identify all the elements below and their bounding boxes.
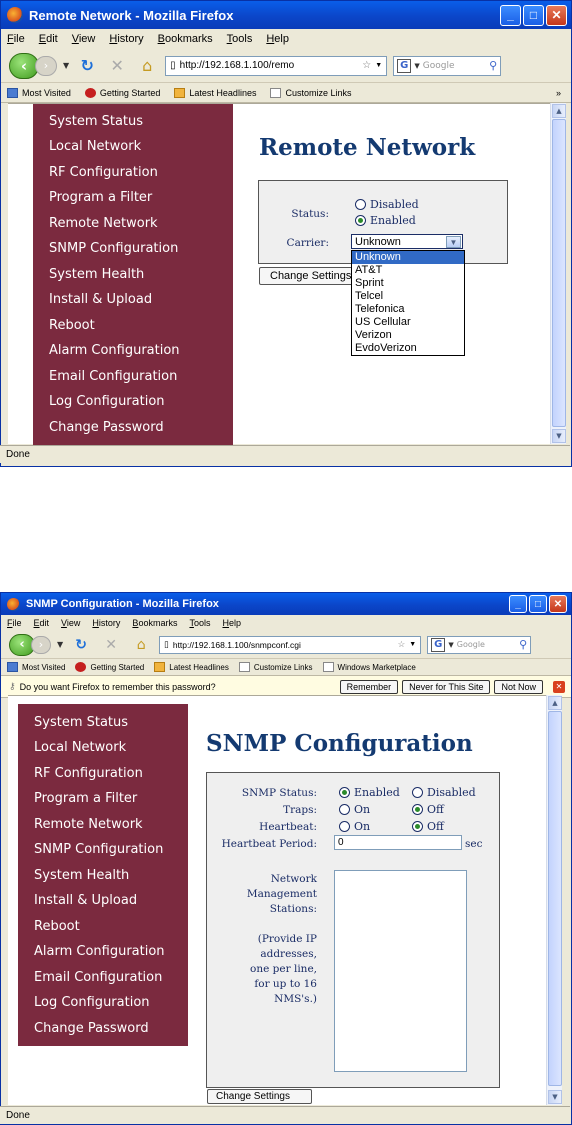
menu-bar bbox=[1, 29, 571, 49]
sidebar-item-local-network[interactable]: Local Network bbox=[49, 139, 142, 154]
stop-icon[interactable]: ✕ bbox=[110, 56, 124, 75]
page-title: Remote Network bbox=[259, 134, 476, 161]
radio-traps-on[interactable] bbox=[339, 803, 370, 816]
nms-label-line: Network bbox=[270, 873, 317, 885]
page-icon: ▯ bbox=[164, 639, 169, 649]
page-content bbox=[8, 695, 546, 1105]
status-text: Done bbox=[6, 1110, 30, 1121]
history-dropdown-icon[interactable]: ▼ bbox=[63, 61, 70, 70]
heartbeat-period-input[interactable] bbox=[334, 835, 462, 850]
sidebar-item-program-a-filter[interactable]: Program a Filter bbox=[49, 190, 153, 205]
sidebar-item-system-status[interactable]: System Status bbox=[34, 715, 129, 730]
most-visited-icon bbox=[7, 88, 18, 98]
vertical-scrollbar[interactable] bbox=[550, 103, 566, 444]
sidebar-item-snmp-configuration[interactable]: SNMP Configuration bbox=[49, 241, 179, 256]
carrier-option[interactable]: Verizon bbox=[355, 329, 392, 341]
nav-sidebar bbox=[18, 704, 188, 1046]
maximize-button[interactable]: □ bbox=[523, 5, 544, 26]
firefox-logo-icon bbox=[7, 7, 23, 23]
bookmarks-toolbar bbox=[1, 659, 571, 676]
carrier-dropdown-list bbox=[351, 250, 465, 356]
bookmark-label: Customize Links bbox=[253, 662, 313, 672]
engine-dropdown-icon[interactable]: ▼ bbox=[414, 61, 420, 70]
scroll-thumb[interactable] bbox=[552, 119, 566, 427]
bookmark-latest-headlines[interactable] bbox=[154, 662, 229, 672]
status-text: Done bbox=[6, 449, 30, 460]
close-notification-icon[interactable]: ✕ bbox=[553, 681, 565, 693]
getting-started-icon bbox=[85, 88, 96, 98]
menu-view[interactable]: View bbox=[71, 33, 96, 45]
carrier-option[interactable]: Unknown bbox=[352, 251, 464, 264]
search-box[interactable] bbox=[427, 636, 531, 654]
menu-tools[interactable]: Tools bbox=[189, 618, 211, 628]
scroll-up-icon[interactable]: ▲ bbox=[548, 696, 562, 710]
menu-help[interactable]: Help bbox=[266, 33, 289, 45]
sidebar-item-change-password[interactable]: Change Password bbox=[34, 1021, 149, 1036]
carrier-select[interactable] bbox=[351, 234, 463, 249]
notification-text: Do you want Firefox to remember this password? bbox=[19, 681, 216, 692]
menu-history[interactable]: History bbox=[92, 618, 121, 628]
home-icon[interactable]: ⌂ bbox=[136, 636, 146, 653]
nms-help-line: NMS's.) bbox=[274, 993, 317, 1005]
bookmark-getting-started[interactable] bbox=[75, 662, 144, 672]
window-title: SNMP Configuration - Mozilla Firefox bbox=[26, 598, 219, 610]
url-bar[interactable] bbox=[165, 56, 387, 76]
bookmark-star-icon[interactable]: ☆ bbox=[397, 639, 406, 649]
status-bar bbox=[0, 1106, 570, 1124]
carrier-option[interactable]: Telefonica bbox=[355, 303, 405, 315]
bookmark-windows-marketplace[interactable] bbox=[323, 662, 416, 672]
carrier-option[interactable]: EvdoVerizon bbox=[355, 342, 417, 354]
stop-icon[interactable]: ✕ bbox=[105, 636, 118, 653]
search-placeholder: Google bbox=[422, 60, 455, 71]
minimize-button[interactable]: _ bbox=[509, 595, 527, 613]
search-box[interactable] bbox=[393, 56, 501, 76]
bookmark-most-visited[interactable] bbox=[7, 662, 65, 672]
sidebar-item-snmp-configuration[interactable]: SNMP Configuration bbox=[34, 842, 164, 857]
carrier-label: Carrier: bbox=[286, 237, 329, 249]
sidebar-item-local-network[interactable]: Local Network bbox=[34, 740, 127, 755]
nms-label-line: Management bbox=[246, 888, 317, 900]
page-title: SNMP Configuration bbox=[206, 730, 473, 757]
bookmark-label: Most Visited bbox=[22, 662, 66, 672]
url-dropdown-icon[interactable]: ▼ bbox=[375, 62, 383, 69]
search-icon[interactable]: ⚲ bbox=[519, 638, 528, 651]
bookmark-star-icon[interactable]: ☆ bbox=[362, 60, 372, 71]
scroll-down-icon[interactable]: ▼ bbox=[552, 429, 566, 443]
menu-tools[interactable]: Tools bbox=[226, 33, 253, 45]
close-button[interactable]: ✕ bbox=[546, 5, 567, 26]
sidebar-item-remote-network[interactable]: Remote Network bbox=[49, 216, 158, 231]
back-arrow-icon[interactable]: ‹ bbox=[9, 53, 39, 79]
forward-arrow-icon[interactable]: › bbox=[31, 636, 51, 654]
radio-heartbeat-on[interactable] bbox=[339, 820, 370, 833]
minimize-button[interactable]: _ bbox=[500, 5, 521, 26]
page-icon bbox=[270, 88, 281, 98]
sidebar-item-change-password[interactable]: Change Password bbox=[49, 420, 164, 435]
bookmark-label: Getting Started bbox=[99, 87, 161, 98]
sidebar-item-log-configuration[interactable]: Log Configuration bbox=[34, 995, 150, 1010]
bookmark-most-visited[interactable] bbox=[7, 88, 71, 98]
bookmark-label: Latest Headlines bbox=[189, 87, 257, 98]
snmp-config-form bbox=[206, 772, 500, 1088]
nav-sidebar bbox=[33, 104, 233, 445]
bookmark-label: Latest Headlines bbox=[169, 662, 229, 672]
nms-label-line: Stations: bbox=[269, 903, 317, 915]
sidebar-item-system-health[interactable]: System Health bbox=[49, 267, 145, 282]
nms-help-line: addresses, bbox=[260, 948, 317, 960]
status-label: Status: bbox=[291, 208, 329, 220]
heartbeat-period-label: Heartbeat Period: bbox=[221, 838, 317, 850]
navigation-toolbar bbox=[1, 49, 571, 83]
menu-file[interactable]: File bbox=[7, 618, 22, 628]
menu-bar bbox=[1, 615, 571, 631]
heartbeat-label: Heartbeat: bbox=[259, 821, 317, 833]
radio-enabled[interactable] bbox=[355, 214, 416, 227]
bookmarks-toolbar bbox=[1, 83, 571, 103]
carrier-select-value: Unknown bbox=[355, 235, 401, 248]
url-text: http://192.168.1.100/remo bbox=[179, 60, 295, 71]
sidebar-item-system-health[interactable]: System Health bbox=[34, 868, 130, 883]
bookmark-getting-started[interactable] bbox=[85, 88, 161, 98]
scroll-up-icon[interactable]: ▲ bbox=[552, 104, 566, 118]
sidebar-item-rf-configuration[interactable]: RF Configuration bbox=[49, 165, 158, 180]
status-bar bbox=[0, 445, 570, 463]
url-bar[interactable] bbox=[159, 636, 421, 654]
vertical-scrollbar[interactable] bbox=[546, 695, 562, 1105]
menu-help[interactable]: Help bbox=[222, 618, 241, 628]
title-bar[interactable] bbox=[1, 593, 571, 615]
close-button[interactable]: ✕ bbox=[549, 595, 567, 613]
search-placeholder: Google bbox=[456, 640, 485, 649]
radio-label: Disabled bbox=[427, 786, 476, 799]
radio-traps-off[interactable] bbox=[412, 803, 444, 816]
carrier-option[interactable]: US Cellular bbox=[355, 316, 411, 328]
radio-label: Enabled bbox=[370, 214, 416, 227]
bookmark-latest-headlines[interactable] bbox=[174, 88, 256, 98]
reload-icon[interactable]: ↻ bbox=[75, 636, 88, 653]
remember-button[interactable]: Remember bbox=[340, 680, 399, 694]
never-for-this-site-button[interactable]: Never for This Site bbox=[402, 680, 490, 694]
bookmark-label: Customize Links bbox=[285, 87, 352, 98]
radio-circle-selected[interactable] bbox=[412, 804, 423, 815]
most-visited-icon bbox=[7, 662, 18, 672]
carrier-option[interactable]: Sprint bbox=[355, 277, 384, 289]
url-text: http://192.168.1.100/snmpconf.cgi bbox=[172, 639, 301, 650]
navigation-toolbar bbox=[1, 631, 571, 659]
sidebar-item-reboot[interactable]: Reboot bbox=[49, 318, 95, 333]
menu-edit[interactable]: Edit bbox=[38, 33, 58, 45]
sidebar-item-reboot[interactable]: Reboot bbox=[34, 919, 80, 934]
engine-dropdown-icon[interactable]: ▼ bbox=[448, 640, 454, 649]
title-bar[interactable] bbox=[1, 1, 571, 29]
sidebar-item-alarm-configuration[interactable]: Alarm Configuration bbox=[34, 944, 165, 959]
bookmark-customize-links[interactable] bbox=[270, 88, 351, 98]
radio-heartbeat-off[interactable] bbox=[412, 820, 444, 833]
not-now-button[interactable]: Not Now bbox=[494, 680, 543, 694]
sidebar-item-rf-configuration[interactable]: RF Configuration bbox=[34, 766, 143, 781]
radio-circle-selected[interactable] bbox=[355, 215, 366, 226]
nms-help-line: one per line, bbox=[250, 963, 317, 975]
sidebar-item-log-configuration[interactable]: Log Configuration bbox=[49, 394, 165, 409]
page-content bbox=[8, 103, 554, 444]
radio-circle[interactable] bbox=[339, 821, 350, 832]
window-title: Remote Network - Mozilla Firefox bbox=[29, 7, 234, 23]
forward-arrow-icon[interactable]: › bbox=[35, 56, 57, 76]
radio-label: Off bbox=[427, 803, 444, 816]
menu-file[interactable]: File bbox=[7, 33, 25, 45]
radio-circle[interactable] bbox=[412, 787, 423, 798]
nms-help-line: for up to 16 bbox=[254, 978, 317, 990]
rss-feed-icon bbox=[154, 662, 165, 672]
sidebar-item-system-status[interactable]: System Status bbox=[49, 114, 144, 129]
radio-label: On bbox=[354, 803, 371, 816]
heartbeat-period-value: 0 bbox=[338, 837, 344, 848]
page-icon bbox=[323, 662, 334, 672]
firefox-logo-icon bbox=[7, 598, 20, 611]
bookmark-label: Windows Marketplace bbox=[337, 662, 416, 672]
snmp-status-label: SNMP Status: bbox=[241, 787, 317, 799]
change-settings-button[interactable]: Change Settings bbox=[207, 1089, 312, 1104]
bookmarks-overflow-icon[interactable]: » bbox=[555, 87, 561, 98]
url-dropdown-icon[interactable]: ▼ bbox=[409, 641, 417, 648]
rss-feed-icon bbox=[174, 88, 185, 98]
radio-disabled[interactable] bbox=[355, 198, 419, 211]
history-dropdown-icon[interactable]: ▼ bbox=[57, 640, 64, 649]
getting-started-icon bbox=[75, 662, 86, 672]
change-settings-button[interactable]: Change Settings bbox=[259, 267, 355, 285]
bookmark-customize-links[interactable] bbox=[239, 662, 313, 672]
menu-view[interactable]: View bbox=[61, 618, 81, 628]
sidebar-item-email-configuration[interactable]: Email Configuration bbox=[49, 369, 178, 384]
page-icon: ▯ bbox=[170, 60, 176, 71]
google-engine-icon[interactable]: G bbox=[397, 59, 411, 73]
scroll-thumb[interactable] bbox=[548, 711, 562, 1086]
bookmark-label: Most Visited bbox=[22, 87, 71, 98]
radio-circle-selected[interactable] bbox=[412, 821, 423, 832]
nms-help-line: (Provide IP bbox=[257, 933, 317, 945]
menu-bookmarks[interactable]: Bookmarks bbox=[132, 618, 178, 628]
nms-stations-textarea[interactable] bbox=[334, 870, 467, 1072]
radio-circle[interactable] bbox=[355, 199, 366, 210]
menu-edit[interactable]: Edit bbox=[33, 618, 50, 628]
page-icon bbox=[239, 662, 250, 672]
radio-label: Off bbox=[427, 820, 444, 833]
menu-bookmarks[interactable]: Bookmarks bbox=[157, 33, 213, 45]
scroll-down-icon[interactable]: ▼ bbox=[548, 1090, 562, 1104]
radio-label: Disabled bbox=[370, 198, 419, 211]
heartbeat-period-unit: sec bbox=[465, 838, 483, 850]
back-arrow-icon[interactable]: ‹ bbox=[9, 634, 35, 656]
select-dropdown-arrow-icon[interactable]: ▼ bbox=[446, 236, 461, 248]
sidebar-item-remote-network[interactable]: Remote Network bbox=[34, 817, 143, 832]
sidebar-item-program-a-filter[interactable]: Program a Filter bbox=[34, 791, 138, 806]
sidebar-item-email-configuration[interactable]: Email Configuration bbox=[34, 970, 163, 985]
sidebar-item-alarm-configuration[interactable]: Alarm Configuration bbox=[49, 343, 180, 358]
radio-snmp-disabled[interactable] bbox=[412, 786, 476, 799]
radio-label: On bbox=[354, 820, 371, 833]
traps-label: Traps: bbox=[283, 804, 317, 816]
reload-icon[interactable]: ↻ bbox=[80, 56, 94, 75]
radio-label: Enabled bbox=[354, 786, 400, 799]
carrier-option[interactable]: AT&T bbox=[355, 264, 383, 276]
google-engine-icon[interactable]: G bbox=[431, 638, 445, 652]
key-icon: ⚷ bbox=[9, 681, 16, 691]
menu-history[interactable]: History bbox=[109, 33, 144, 45]
radio-circle-selected[interactable] bbox=[339, 787, 350, 798]
carrier-option[interactable]: Telcel bbox=[355, 290, 384, 302]
radio-snmp-enabled[interactable] bbox=[339, 786, 400, 799]
radio-circle[interactable] bbox=[339, 804, 350, 815]
search-icon[interactable]: ⚲ bbox=[489, 59, 498, 72]
maximize-button[interactable]: □ bbox=[529, 595, 547, 613]
bookmark-label: Getting Started bbox=[90, 662, 145, 672]
sidebar-item-install-upload[interactable]: Install & Upload bbox=[34, 893, 138, 908]
home-icon[interactable]: ⌂ bbox=[142, 56, 153, 75]
sidebar-item-install-upload[interactable]: Install & Upload bbox=[49, 292, 153, 307]
